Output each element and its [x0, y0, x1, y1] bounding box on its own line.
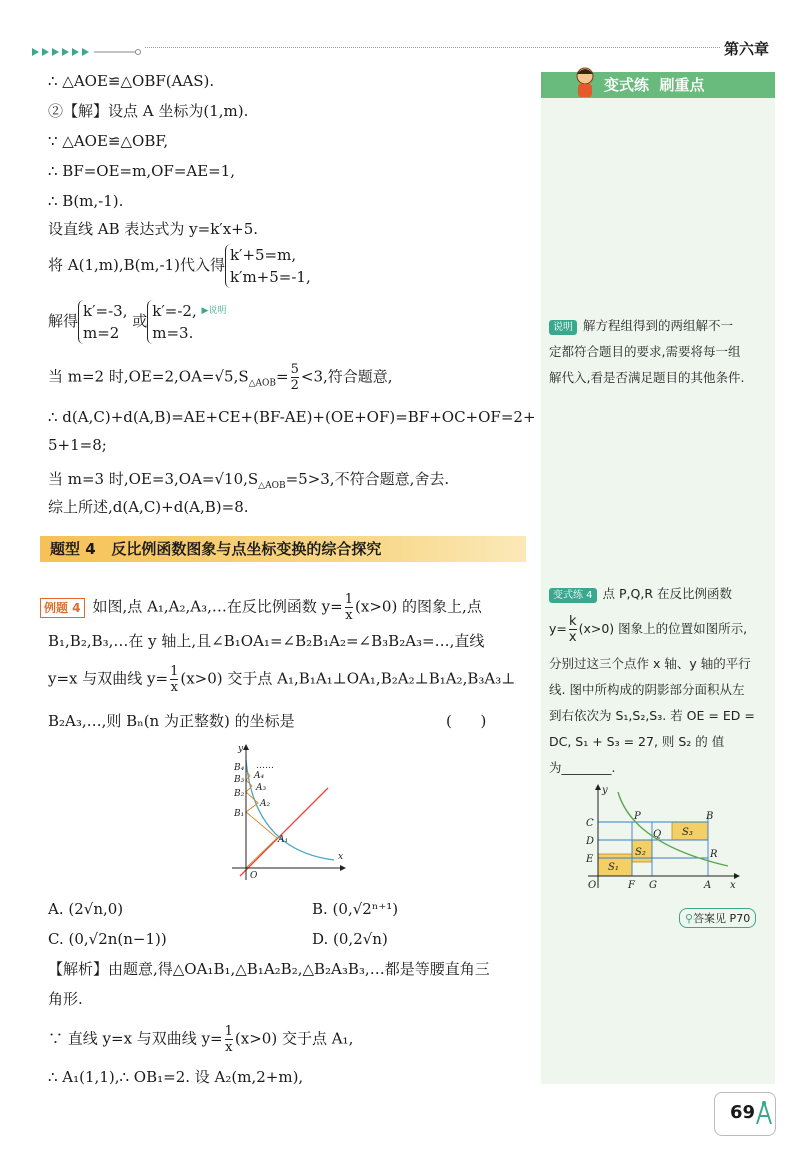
bianshi-line-7: 为________. [549, 760, 616, 775]
option-d: D. (0,2√n) [312, 930, 388, 948]
line-y-eq-x [240, 788, 328, 876]
shuoming-note [549, 316, 733, 336]
shuoming-tag: 说明 [549, 320, 577, 335]
answer-paren: ( ) [446, 712, 487, 730]
example-line-1: 例题 4 如图,点 A₁,A₂,A₃,…在反比例函数 y= $\frac{1}{x}$ (x>0) 的图象上,点 [40, 592, 482, 623]
fig2-label-q: Q [653, 829, 662, 840]
section-title: 题型 4 反比例函数图象与点坐标变换的综合探究 [50, 540, 382, 558]
bianshi-line-5: 到右依次为 S₁,S₂,S₃. 若 OE = ED = [549, 708, 755, 723]
option-a: A. (2√n,0) [48, 900, 124, 918]
text-line-6: 设直线 AB 表达式为 y=k′x+5. [48, 220, 259, 238]
bianshi-line-1: 变式练 4 点 P,Q,R 在反比例函数 [549, 584, 732, 604]
text-line-12: 当 m=3 时$,OE=3,OA=√10,S_{\triangle AOB}=5>3$,不符合题意,舍去. [48, 470, 450, 491]
fig2-label-b: B [706, 811, 714, 822]
bianshi-line-4: 线. 图中所构成的阴影部分面积从左 [549, 682, 745, 697]
sidebar-panel [541, 72, 775, 1084]
example-figure [224, 742, 348, 882]
example-line-4: B₂A₃,…,则 Bₙ(n 为正整数) 的坐标是 [48, 712, 295, 730]
solution-a: k′=-3, m=2 [78, 300, 127, 344]
solution-b: k′=-2, m=3. [147, 300, 196, 344]
fig1-label-dots: …… [256, 761, 274, 771]
fig1-label-b3: B₃ [234, 775, 245, 785]
shuoming-line-3: 解代入,看是否满足题目的其他条件. [549, 370, 745, 385]
fig2-label-f: F [628, 880, 635, 891]
bianshi-line-3: 分别过这三个点作 x 轴、y 轴的平行 [549, 656, 751, 671]
header-dots-decoration [32, 42, 142, 52]
fig2-label-c: C [586, 818, 594, 829]
fig1-label-b2: B₂ [234, 789, 245, 799]
text-line-9: 当 m=2 时$,OE=2,OA=√5,S_{\triangle AOB}=$ $\frac{5}{2}$ <3,符合题意, [48, 362, 393, 393]
header-dotted-line [145, 47, 720, 48]
fig2-label-r: R [710, 849, 718, 860]
shuoming-line-2: 定都符合题目的要求,需要将每一组 [549, 344, 741, 359]
fig2-label-e: E [586, 854, 594, 865]
text-line-13: 综上所述,d(A,C)+d(A,B)=8. [48, 498, 249, 516]
text-line-5: ∴ B(m,-1). [48, 192, 124, 210]
pin-icon: ⚲ [685, 912, 694, 925]
bianshi-line-2: y= $\frac{k}{x}$ (x>0) 图象上的位置如图所示, [549, 614, 748, 645]
equation-system: k′+5=m, k′m+5=-1, [225, 244, 311, 288]
fig1-label-b4: B₄ [234, 763, 245, 773]
fig1-label-b1: B₁ [234, 809, 245, 819]
bianshi-line-6: DC, S₁ + S₃ = 27, 则 S₂ 的 值 [549, 734, 725, 749]
bianshi-figure [578, 784, 740, 894]
page-number: 69 [730, 1102, 756, 1123]
fig2-label-d: D [586, 836, 595, 847]
example-tag: 例题 4 [40, 598, 85, 618]
fig1-label-x: x [338, 852, 344, 862]
fig2-label-y: y [602, 785, 608, 796]
option-b: B. (0,√2ⁿ⁺¹) [312, 900, 399, 918]
fig1-label-a3: A₃ [256, 783, 267, 793]
analysis-line-3: ∵ 直线 y=x 与双曲线 y= $\frac{1}{x}$ (x>0) 交于点 A₁, [48, 1024, 354, 1055]
chapter-label: 第六章 [724, 40, 770, 58]
text-line-8: 解得k′=-3, m=2 或k′=-2, m=3. $^{▶说明}$ [48, 302, 227, 342]
fig2-label-p: P [634, 811, 641, 822]
fig2-label-a: A [704, 880, 712, 891]
note-link[interactable]: ▶说明 [201, 306, 227, 316]
fig2-label-s1: S₁ [608, 862, 619, 873]
fig1-label-a4: A₄ [254, 771, 265, 781]
compass-logo-icon [754, 1100, 774, 1126]
text-line-10: ∴ d(A,C)+d(A,B)=AE+CE+(BF-AE)+(OE+OF)=BF+OC+OF=2+ [48, 408, 536, 426]
shuoming-line-1: 解方程组得到的两组解不一 [583, 318, 734, 333]
example-line-3: y=x 与双曲线 y= $\frac{1}{x}$ (x>0) 交于点 A₁,B₁A₁⊥OA₁,B₂A₂⊥B₁A₂,B₃A₃⊥ [48, 664, 516, 695]
bianshi-fraction: $\frac{k}{x}$ [568, 614, 577, 645]
analysis-line-4: ∴ A₁(1,1),∴ OB₁=2. 设 A₂(m,2+m), [48, 1068, 304, 1086]
fig2-label-x: x [730, 880, 736, 891]
fig1-label-o: O [250, 871, 258, 881]
sidebar-title: 变式练 刷重点 [604, 76, 705, 94]
fig1-label-y: y [238, 744, 244, 754]
text-line-2: ②【解】设点 A 坐标为(1,m). [48, 102, 249, 120]
fig1-label-a1: A₁ [278, 835, 289, 845]
fig2-label-g: G [649, 880, 657, 891]
text-line-4: ∴ BF=OE=m,OF=AE=1, [48, 162, 236, 180]
analysis-line-2: 角形. [48, 990, 83, 1008]
fig2-label-s2: S₂ [635, 847, 646, 858]
mascot-icon [572, 66, 598, 98]
analysis-line-1: 【解析】由题意,得△OA₁B₁,△B₁A₂B₂,△B₂A₃B₃,…都是等腰直角三 [48, 960, 490, 978]
text-line-1: ∴ △AOE≌△OBF(AAS). [48, 72, 215, 90]
option-c: C. (0,√2n(n−1)) [48, 930, 167, 948]
text-line-7: 将 A(1,m),B(m,-1)代入得k′+5=m, k′m+5=-1, [48, 246, 311, 286]
fig1-label-a2: A₂ [260, 799, 271, 809]
fig2-label-o: O [588, 880, 597, 891]
text-line-11: 5+1=8; [48, 436, 107, 454]
bianshi-tag: 变式练 4 [549, 588, 597, 603]
example-line-2: B₁,B₂,B₃,…在 y 轴上,且∠B₁OA₁=∠B₂B₁A₂=∠B₃B₂A₃=…,直线 [48, 632, 485, 650]
answer-ref-badge[interactable]: ⚲答案见 P70 [679, 908, 756, 928]
text-line-3: ∵ △AOE≌△OBF, [48, 132, 169, 150]
fig2-label-s3: S₃ [682, 827, 693, 838]
